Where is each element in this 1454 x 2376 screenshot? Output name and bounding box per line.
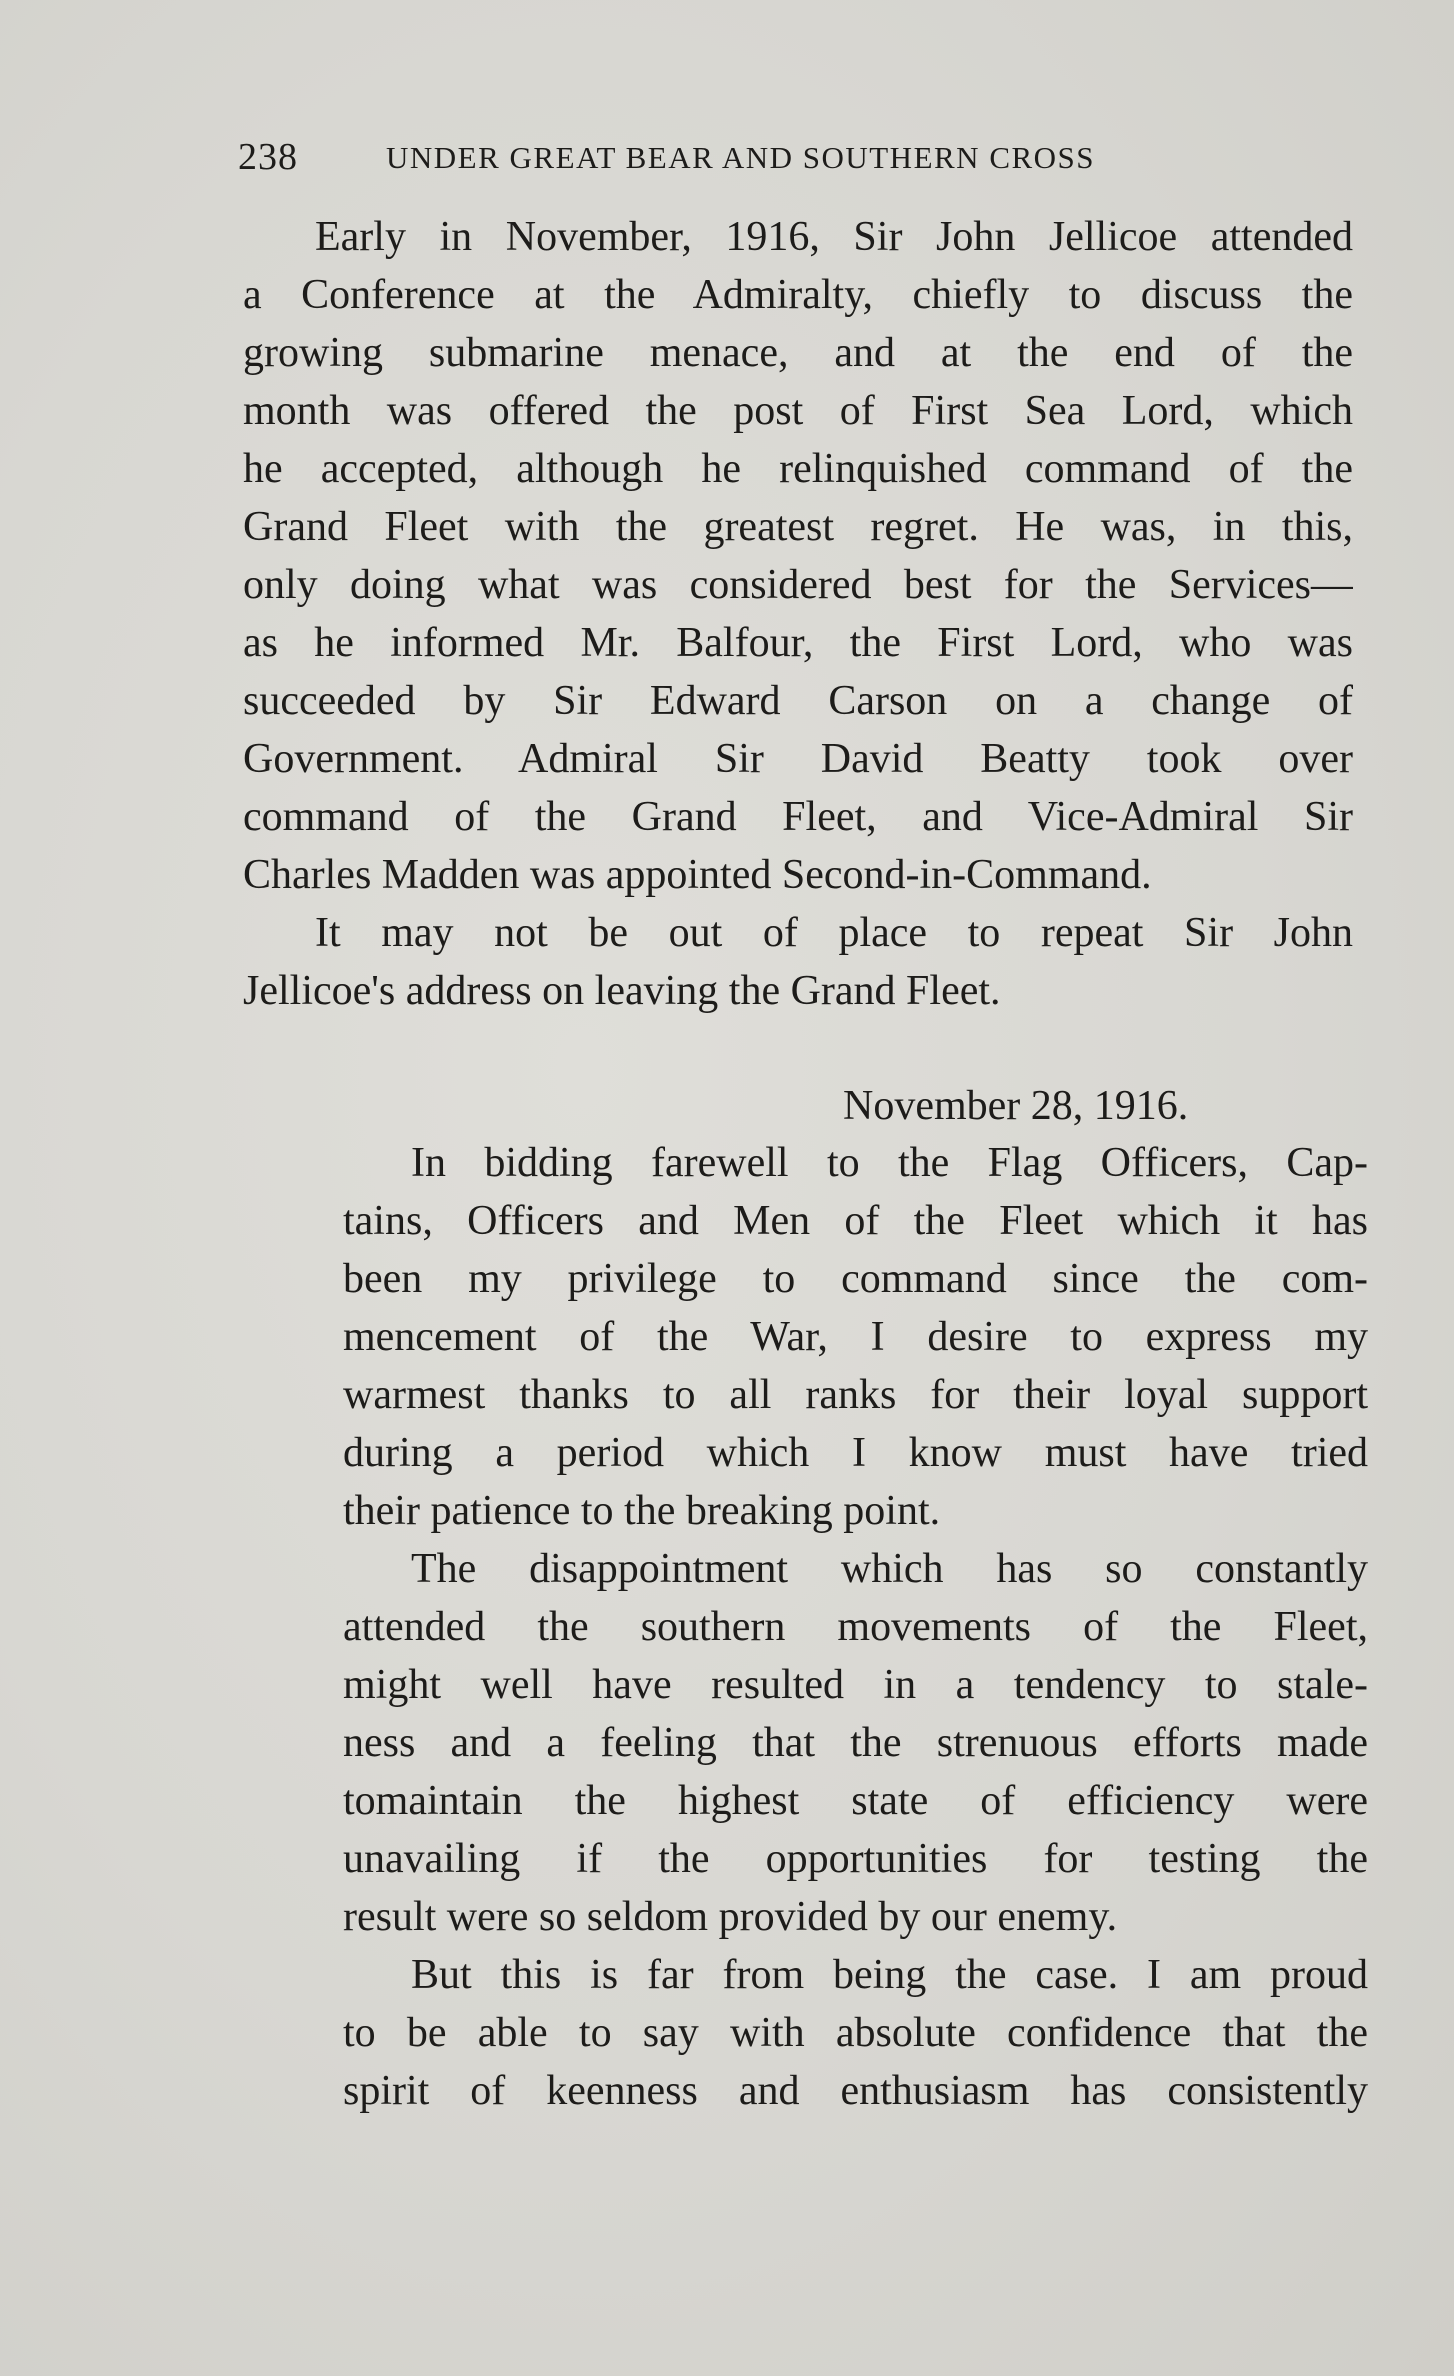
body-line: It may not be out of place to repeat Sir John <box>315 910 1353 956</box>
body-line: as he informed Mr. Balfour, the First Lord, who was <box>243 620 1353 666</box>
body-line: a Conference at the Admiralty, chiefly to discuss the <box>243 272 1353 318</box>
letter-line: spirit of keenness and enthusiasm has consistently <box>343 2068 1368 2114</box>
letter-line: mencement of the War, I desire to express my <box>343 1314 1368 1360</box>
body-line: month was offered the post of First Sea Lord, which <box>243 388 1353 434</box>
body-line: Early in November, 1916, Sir John Jellicoe attended <box>315 214 1353 260</box>
page-number: 238 <box>238 136 298 178</box>
body-line: growing submarine menace, and at the end of the <box>243 330 1353 376</box>
running-title: UNDER GREAT BEAR AND SOUTHERN CROSS <box>386 140 1096 175</box>
letter-line: The disappointment which has so constantly <box>411 1546 1368 1592</box>
letter-line: their patience to the breaking point. <box>343 1488 941 1534</box>
letter-line: during a period which I know must have tried <box>343 1430 1368 1476</box>
letter-line: But this is far from being the case. I am proud <box>411 1952 1368 1998</box>
body-line: only doing what was considered best for the Services— <box>243 562 1353 608</box>
letter-line: warmest thanks to all ranks for their loyal support <box>343 1372 1368 1418</box>
letter-line: unavailing if the opportunities for testing the <box>343 1836 1368 1882</box>
letter-line: result were so seldom provided by our enemy. <box>343 1894 1118 1940</box>
running-head <box>238 135 1213 185</box>
letter-date: November 28, 1916. <box>843 1083 1189 1129</box>
letter-line: been my privilege to command since the com- <box>343 1256 1368 1302</box>
body-paragraphs <box>243 208 1353 1020</box>
farewell-address <box>343 1134 1368 2120</box>
letter-line: ness and a feeling that the strenuous efforts made <box>343 1720 1368 1766</box>
letter-line: tains, Officers and Men of the Fleet which it has <box>343 1198 1368 1244</box>
body-line: succeeded by Sir Edward Carson on a change of <box>243 678 1353 724</box>
letter-line: to be able to say with absolute confidence that the <box>343 2010 1368 2056</box>
body-line: Jellicoe's address on leaving the Grand Fleet. <box>243 968 1001 1014</box>
letter-line: might well have resulted in a tendency to stale- <box>343 1662 1368 1708</box>
body-line: command of the Grand Fleet, and Vice-Admiral Sir <box>243 794 1353 840</box>
letter-line: tomaintain the highest state of efficiency were <box>343 1778 1368 1824</box>
body-line: Charles Madden was appointed Second-in-Command. <box>243 852 1152 898</box>
letter-line: In bidding farewell to the Flag Officers, Cap- <box>411 1140 1368 1186</box>
body-line: he accepted, although he relinquished command of the <box>243 446 1353 492</box>
body-line: Government. Admiral Sir David Beatty took over <box>243 736 1353 782</box>
body-line: Grand Fleet with the greatest regret. He was, in this, <box>243 504 1353 550</box>
letter-line: attended the southern movements of the Fleet, <box>343 1604 1368 1650</box>
